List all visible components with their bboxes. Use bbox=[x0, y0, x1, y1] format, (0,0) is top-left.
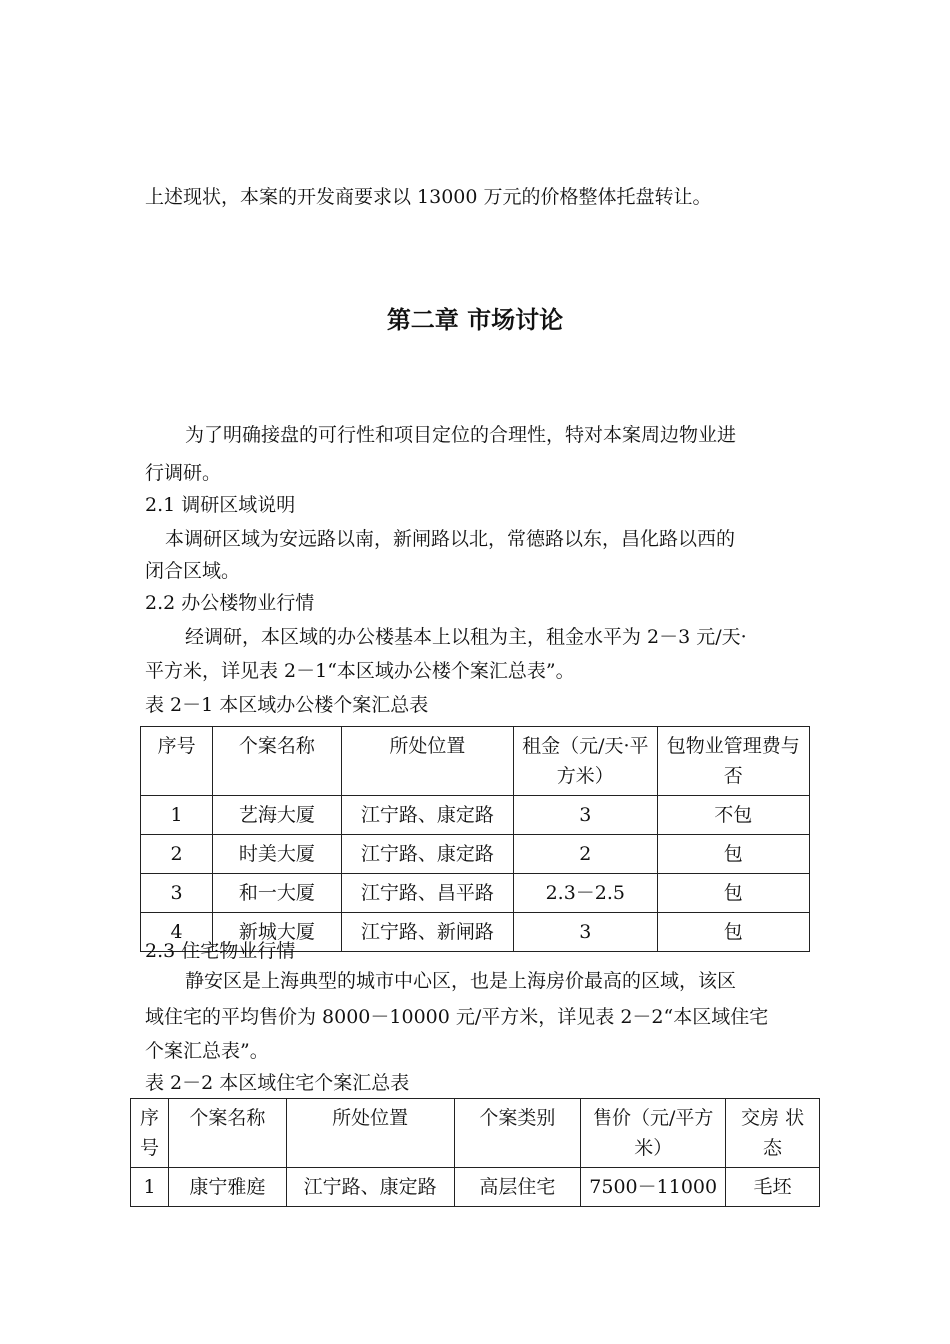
header-cell: 售价（元/平方米） bbox=[581, 1099, 726, 1168]
table-row bbox=[141, 835, 810, 874]
table-cell: 江宁路、康定路 bbox=[286, 1168, 454, 1207]
header-cell: 个案名称 bbox=[168, 1099, 286, 1168]
para1-line1: 为了明确接盘的可行性和项目定位的合理性，特对本案周边物业进 bbox=[185, 424, 737, 446]
table-cell: 2 bbox=[514, 835, 657, 874]
table-cell: 3 bbox=[514, 796, 657, 835]
header-cell: 所处位置 bbox=[286, 1099, 454, 1168]
section-2-2-title: 2.2 办公楼物业行情 bbox=[145, 592, 315, 614]
section-2-3-line2: 域住宅的平均售价为 8000－10000 元/平方米，详见表 2－2“本区域住宅 bbox=[145, 1006, 769, 1028]
header-cell: 所处位置 bbox=[341, 727, 514, 796]
table-cell: 4 bbox=[141, 913, 213, 952]
header-cell: 个案名称 bbox=[213, 727, 341, 796]
table-cell: 江宁路、新闸路 bbox=[341, 913, 514, 952]
header-cell: 个案类别 bbox=[454, 1099, 581, 1168]
table-cell: 包 bbox=[657, 874, 809, 913]
header-cell: 序号 bbox=[141, 727, 213, 796]
table-cell: 江宁路、昌平路 bbox=[341, 874, 514, 913]
section-2-3-line3: 个案汇总表”。 bbox=[145, 1040, 269, 1062]
section-2-2-line1: 经调研，本区域的办公楼基本上以租为主，租金水平为 2－3 元/天· bbox=[185, 626, 747, 648]
table-cell: 2 bbox=[141, 835, 213, 874]
header-cell: 租金（元/天·平方米） bbox=[514, 727, 657, 796]
table-cell: 时美大厦 bbox=[213, 835, 341, 874]
section-2-1-line2: 闭合区域。 bbox=[145, 560, 241, 582]
table-cell: 7500－11000 bbox=[581, 1168, 726, 1207]
table-cell: 1 bbox=[141, 796, 213, 835]
table-cell: 高层住宅 bbox=[454, 1168, 581, 1207]
table-cell: 2.3－2.5 bbox=[514, 874, 657, 913]
header-cell: 序号 bbox=[131, 1099, 169, 1168]
chapter-title: 第二章 市场讨论 bbox=[386, 306, 564, 334]
table-cell: 包 bbox=[657, 835, 809, 874]
table-header-row bbox=[131, 1099, 820, 1168]
table-cell: 3 bbox=[141, 874, 213, 913]
section-2-1-title: 2.1 调研区域说明 bbox=[145, 494, 296, 516]
table-cell: 江宁路、康定路 bbox=[341, 835, 514, 874]
para1-line2: 行调研。 bbox=[145, 462, 222, 484]
table-row bbox=[141, 796, 810, 835]
section-2-3-title: 2.3 住宅物业行情 bbox=[145, 940, 296, 962]
section-2-2-line2: 平方米，详见表 2－1“本区域办公楼个案汇总表”。 bbox=[145, 660, 575, 682]
table-header-row bbox=[141, 727, 810, 796]
section-2-1-line1: 本调研区域为安远路以南，新闸路以北，常德路以东，昌化路以西的 bbox=[165, 528, 736, 550]
office-table bbox=[140, 726, 810, 952]
residential-table bbox=[130, 1098, 820, 1207]
table-cell: 江宁路、康定路 bbox=[341, 796, 514, 835]
table-cell: 不包 bbox=[657, 796, 809, 835]
table-cell: 包 bbox=[657, 913, 809, 952]
intro-line: 上述现状，本案的开发商要求以 13000 万元的价格整体托盘转让。 bbox=[145, 186, 712, 208]
table-cell: 康宁雅庭 bbox=[168, 1168, 286, 1207]
section-2-3-line1: 静安区是上海典型的城市中心区，也是上海房价最高的区域，该区 bbox=[185, 970, 737, 992]
table-row bbox=[131, 1168, 820, 1207]
table2-caption: 表 2－2 本区域住宅个案汇总表 bbox=[145, 1072, 410, 1094]
table-cell: 新城大厦 bbox=[213, 913, 341, 952]
table-cell: 1 bbox=[131, 1168, 169, 1207]
table1-caption: 表 2－1 本区域办公楼个案汇总表 bbox=[145, 694, 429, 716]
table-cell: 3 bbox=[514, 913, 657, 952]
header-cell: 包物业管理费与否 bbox=[657, 727, 809, 796]
table-cell: 和一大厦 bbox=[213, 874, 341, 913]
table-cell: 毛坯 bbox=[726, 1168, 820, 1207]
header-cell: 交房 状态 bbox=[726, 1099, 820, 1168]
table-row bbox=[141, 874, 810, 913]
table-cell: 艺海大厦 bbox=[213, 796, 341, 835]
